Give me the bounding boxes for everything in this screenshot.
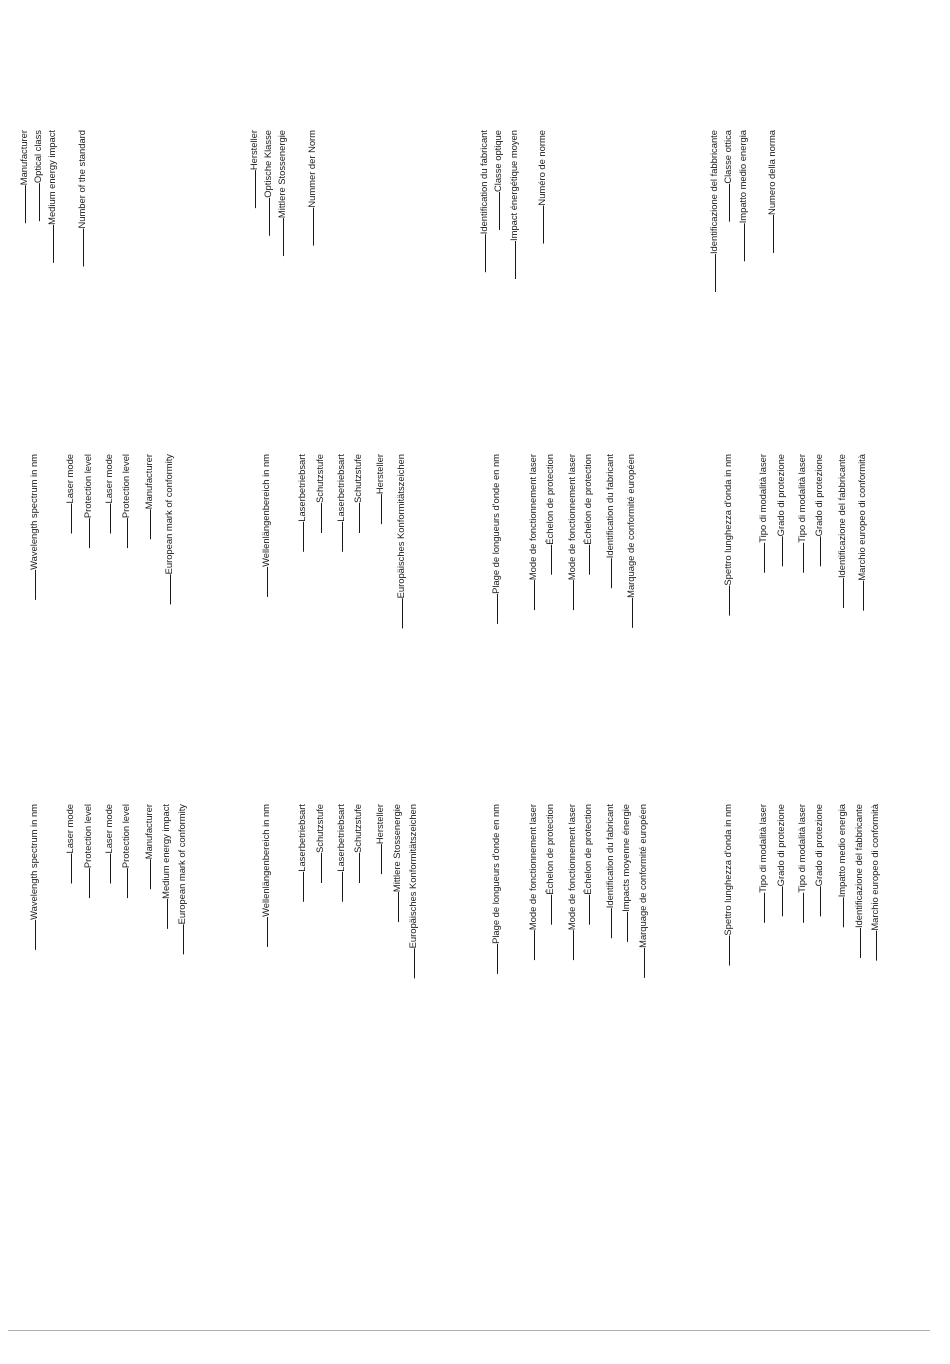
marking-label: Plage de longueurs d'onde en nm [490,804,501,974]
marking-label: Laserbetriebsart [296,804,307,902]
marking-label: Wavelength spectrum in nm [28,454,39,600]
marking-label: Wellenlängenbereich in nm [260,454,271,597]
marking-label: Hersteller [374,804,385,874]
marking-label: Échelon de protection [582,804,593,925]
marking-label: Schutzstufe [352,454,363,533]
marking-label: Marquage de conformité européen [625,454,636,628]
marking-label: Hersteller [248,130,259,208]
marking-label: Laserbetriebsart [335,804,346,902]
marking-label: Impatto medio energia [737,130,748,261]
marking-label: Classe optique [492,130,503,230]
marking-label: Laser mode [64,804,75,884]
marking-label: Identificazione del fabbricante [836,454,847,608]
marking-label: Protection level [82,454,93,548]
marking-label: Protection level [120,804,131,898]
marking-label: Marchio europeo di conformità [856,454,867,611]
marking-label: Marquage de conformité européen [637,804,648,978]
marking-label: Échelon de protection [544,804,555,925]
marking-label: Spettro lunghezza d'onda in nm [722,454,733,616]
marking-label: Numero della norma [766,130,777,253]
marking-label: Mode de fonctionnement laser [566,454,577,610]
marking-label: Mode de fonctionnement laser [566,804,577,960]
marking-label: Manufacturer [143,804,154,889]
marking-label: European mark of conformity [176,804,187,954]
marking-label: Identificazione del fabbricante [708,130,719,292]
marking-label: Number of the standard [76,130,87,267]
marking-label: Identification du fabricant [604,804,615,938]
marking-label: Marchio europeo di conformità [869,804,880,961]
marking-label: Laser mode [103,454,114,534]
marking-label: Medium energy impact [160,804,171,929]
marking-label: Identification du fabricant [604,454,615,588]
marking-label: Europäisches Konformitätszeichen [395,454,406,628]
marking-label: Mittlere Stossenergie [276,130,287,256]
marking-label: Laser mode [103,804,114,884]
marking-label: Tipo di modalità laser [757,804,768,923]
marking-label: Schutzstufe [314,804,325,883]
marking-label: Protection level [82,804,93,898]
marking-label: Échelon de protection [544,454,555,575]
marking-label: Protection level [120,454,131,548]
marking-label: Schutzstufe [314,454,325,533]
marking-label: Nummer der Norm [306,130,317,246]
marking-label: Optische Klasse [262,130,273,236]
marking-label: Manufacturer [143,454,154,539]
marking-label: Optical class [32,130,43,221]
marking-label: Identification du fabricant [478,130,489,272]
marking-label: Tipo di modalità laser [796,804,807,923]
marking-label: Tipo di modalità laser [757,454,768,573]
marking-label: Wavelength spectrum in nm [28,804,39,950]
marking-label: Manufacturer [18,130,29,223]
marking-label: Wellenlängenbereich in nm [260,804,271,947]
marking-label: Classe ottica [722,130,733,222]
marking-label: Grado di protezione [775,454,786,566]
marking-label: Laser mode [64,454,75,534]
marking-label: Grado di protezione [813,454,824,566]
footer-divider [8,1330,930,1331]
marking-label: Europäisches Konformitätszeichen [407,804,418,978]
marking-label: Hersteller [374,454,385,524]
marking-label: Medium energy impact [46,130,57,263]
marking-label: Mode de fonctionnement laser [527,454,538,610]
marking-label: Grado di protezione [813,804,824,916]
marking-label: Identificazione del fabbricante [853,804,864,958]
marking-label: Impacts moyenne énergie [620,804,631,942]
marking-label: Spettro lunghezza d'onda in nm [722,804,733,966]
marking-label: Grado di protezione [775,804,786,916]
marking-label: Échelon de protection [582,454,593,575]
marking-label: Impatto medio energia [836,804,847,927]
marking-label: Mittlere Stossenergie [391,804,402,922]
marking-label: Numéro de norme [536,130,547,244]
marking-label: Tipo di modalità laser [796,454,807,573]
marking-label: Plage de longueurs d'onde en nm [490,454,501,624]
marking-label: Laserbetriebsart [335,454,346,552]
marking-label: Mode de fonctionnement laser [527,804,538,960]
marking-label: Schutzstufe [352,804,363,883]
marking-label: Impact énergétique moyen [508,130,519,279]
marking-label: Laserbetriebsart [296,454,307,552]
marking-label: European mark of conformity [163,454,174,604]
